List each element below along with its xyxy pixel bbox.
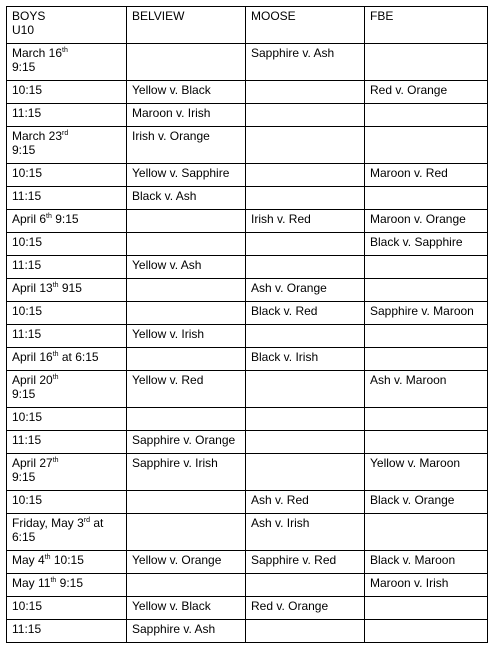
game-cell-belview: Yellow v. Sapphire	[127, 164, 246, 187]
game-cell-belview	[127, 279, 246, 302]
table-row	[7, 408, 488, 431]
game-cell-belview: Yellow v. Black	[127, 597, 246, 620]
game-cell-belview: Yellow v. Ash	[127, 256, 246, 279]
table-row	[7, 431, 488, 454]
game-cell-moose	[246, 454, 365, 491]
game-cell-belview	[127, 408, 246, 431]
time-cell	[7, 302, 127, 325]
game-cell-fbe	[365, 620, 488, 643]
game-cell-fbe	[365, 187, 488, 210]
table-row	[7, 104, 488, 127]
time-text: April 20	[12, 373, 53, 387]
game-cell-fbe	[365, 348, 488, 371]
time-cell	[7, 164, 127, 187]
time-text: 11:15	[12, 258, 42, 272]
game-cell-fbe: Red v. Orange	[365, 81, 488, 104]
field-header-moose: MOOSE	[246, 7, 365, 44]
date-ordinal-suffix: th	[52, 351, 59, 358]
time-cell	[7, 187, 127, 210]
time-cell	[7, 81, 127, 104]
game-cell-moose: Sapphire v. Ash	[246, 44, 365, 81]
game-cell-fbe	[365, 325, 488, 348]
time-cell	[7, 210, 127, 233]
time-text: 9:15	[56, 576, 84, 590]
field-header-fbe: FBE	[365, 7, 488, 44]
game-cell-belview: Yellow v. Irish	[127, 325, 246, 348]
time-text: 10:15	[12, 304, 43, 318]
time-text: 9:15	[12, 470, 36, 484]
game-cell-moose	[246, 81, 365, 104]
time-cell	[7, 127, 127, 164]
game-cell-fbe: Black v. Orange	[365, 491, 488, 514]
game-cell-moose	[246, 164, 365, 187]
game-cell-belview	[127, 302, 246, 325]
game-cell-fbe: Sapphire v. Maroon	[365, 302, 488, 325]
table-row	[7, 574, 488, 597]
time-cell	[7, 371, 127, 408]
time-text: 9:15	[51, 212, 79, 226]
game-cell-belview	[127, 348, 246, 371]
game-cell-moose	[246, 431, 365, 454]
date-ordinal-suffix: rd	[62, 130, 69, 137]
table-row	[7, 597, 488, 620]
time-text: 10:15	[12, 166, 43, 180]
table-row	[7, 210, 488, 233]
time-text: 11:15	[12, 433, 42, 447]
game-cell-moose: Sapphire v. Red	[246, 551, 365, 574]
date-ordinal-suffix: th	[46, 213, 52, 220]
game-cell-moose	[246, 408, 365, 431]
game-cell-moose	[246, 574, 365, 597]
time-text: 10:15	[50, 553, 84, 567]
game-cell-fbe	[365, 431, 488, 454]
time-cell	[7, 348, 127, 371]
table-row	[7, 325, 488, 348]
game-cell-fbe	[365, 279, 488, 302]
time-text: 10:15	[12, 83, 43, 97]
game-cell-fbe: Black v. Sapphire	[365, 233, 488, 256]
game-cell-belview	[127, 210, 246, 233]
game-cell-belview	[127, 574, 246, 597]
time-text: 10:15	[12, 235, 43, 249]
game-cell-moose	[246, 233, 365, 256]
time-cell	[7, 597, 127, 620]
game-cell-fbe	[365, 256, 488, 279]
game-cell-moose: Black v. Irish	[246, 348, 365, 371]
time-text: March 23	[12, 129, 63, 143]
game-cell-moose	[246, 371, 365, 408]
schedule-body	[7, 7, 488, 643]
date-ordinal-suffix: th	[52, 457, 59, 464]
game-cell-fbe	[365, 514, 488, 551]
time-text: 9:15	[12, 387, 36, 401]
game-cell-fbe	[365, 104, 488, 127]
time-text: April 16	[12, 350, 53, 364]
table-row	[7, 514, 488, 551]
time-text: April 27	[12, 456, 53, 470]
time-text: April 13	[12, 281, 53, 295]
game-cell-belview: Irish v. Orange	[127, 127, 246, 164]
game-cell-moose: Black v. Red	[246, 302, 365, 325]
time-text: April 6	[12, 212, 47, 226]
time-cell	[7, 233, 127, 256]
table-row	[7, 256, 488, 279]
game-cell-fbe	[365, 44, 488, 81]
table-row	[7, 551, 488, 574]
game-cell-belview	[127, 44, 246, 81]
header-row	[7, 7, 488, 44]
time-cell	[7, 454, 127, 491]
time-text: 10:15	[12, 410, 43, 424]
game-cell-moose: Ash v. Irish	[246, 514, 365, 551]
game-cell-fbe	[365, 127, 488, 164]
game-cell-belview: Sapphire v. Ash	[127, 620, 246, 643]
game-cell-moose	[246, 256, 365, 279]
time-text: 10:15	[12, 493, 43, 507]
game-cell-fbe: Yellow v. Maroon	[365, 454, 488, 491]
date-ordinal-suffix: rd	[83, 517, 91, 524]
game-cell-belview	[127, 491, 246, 514]
game-cell-fbe: Ash v. Maroon	[365, 371, 488, 408]
time-cell	[7, 44, 127, 81]
field-header-belview: BELVIEW	[127, 7, 246, 44]
table-row	[7, 371, 488, 408]
table-row	[7, 164, 488, 187]
table-row	[7, 454, 488, 491]
time-cell	[7, 279, 127, 302]
time-text: 11:15	[12, 106, 42, 120]
division-header: BOYS U10	[7, 7, 127, 44]
schedule-table	[6, 6, 488, 643]
table-row	[7, 81, 488, 104]
time-text: 11:15	[12, 189, 42, 203]
date-ordinal-suffix: th	[52, 374, 59, 381]
time-cell	[7, 620, 127, 643]
time-cell	[7, 514, 127, 551]
game-cell-moose	[246, 104, 365, 127]
game-cell-belview: Yellow v. Orange	[127, 551, 246, 574]
game-cell-moose: Irish v. Red	[246, 210, 365, 233]
time-cell	[7, 431, 127, 454]
game-cell-fbe: Black v. Maroon	[365, 551, 488, 574]
game-cell-belview: Black v. Ash	[127, 187, 246, 210]
time-text: March 16	[12, 46, 63, 60]
game-cell-moose: Ash v. Red	[246, 491, 365, 514]
time-cell	[7, 408, 127, 431]
time-text: May 11	[12, 576, 51, 590]
game-cell-belview: Sapphire v. Orange	[127, 431, 246, 454]
game-cell-moose	[246, 127, 365, 164]
time-text: 9:15	[12, 143, 36, 157]
time-text: at 6:15	[12, 516, 104, 544]
date-ordinal-suffix: th	[44, 554, 51, 561]
game-cell-moose	[246, 620, 365, 643]
table-row	[7, 348, 488, 371]
time-cell	[7, 325, 127, 348]
time-text: 915	[58, 281, 82, 295]
table-row	[7, 302, 488, 325]
table-row	[7, 491, 488, 514]
time-cell	[7, 551, 127, 574]
table-row	[7, 127, 488, 164]
table-row	[7, 233, 488, 256]
table-row	[7, 279, 488, 302]
time-text: Friday, May 3	[12, 516, 84, 530]
game-cell-belview: Sapphire v. Irish	[127, 454, 246, 491]
date-ordinal-suffix: th	[50, 577, 57, 584]
game-cell-fbe: Maroon v. Orange	[365, 210, 488, 233]
table-row	[7, 187, 488, 210]
time-text: 11:15	[12, 327, 42, 341]
game-cell-fbe	[365, 408, 488, 431]
game-cell-fbe: Maroon v. Irish	[365, 574, 488, 597]
game-cell-belview: Maroon v. Irish	[127, 104, 246, 127]
time-cell	[7, 574, 127, 597]
time-text: at 6:15	[58, 350, 99, 364]
time-text: 11:15	[12, 622, 42, 636]
date-ordinal-suffix: th	[62, 47, 68, 54]
game-cell-belview	[127, 514, 246, 551]
game-cell-moose: Red v. Orange	[246, 597, 365, 620]
game-cell-fbe: Maroon v. Red	[365, 164, 488, 187]
table-row	[7, 44, 488, 81]
time-cell	[7, 104, 127, 127]
table-row	[7, 620, 488, 643]
game-cell-moose	[246, 325, 365, 348]
time-cell	[7, 256, 127, 279]
time-text: 10:15	[12, 599, 43, 613]
date-ordinal-suffix: th	[52, 282, 59, 289]
game-cell-moose: Ash v. Orange	[246, 279, 365, 302]
time-cell	[7, 491, 127, 514]
game-cell-belview: Yellow v. Red	[127, 371, 246, 408]
game-cell-belview: Yellow v. Black	[127, 81, 246, 104]
game-cell-fbe	[365, 597, 488, 620]
game-cell-belview	[127, 233, 246, 256]
time-text: May 4	[12, 553, 45, 567]
game-cell-moose	[246, 187, 365, 210]
time-text: 9:15	[12, 60, 36, 74]
